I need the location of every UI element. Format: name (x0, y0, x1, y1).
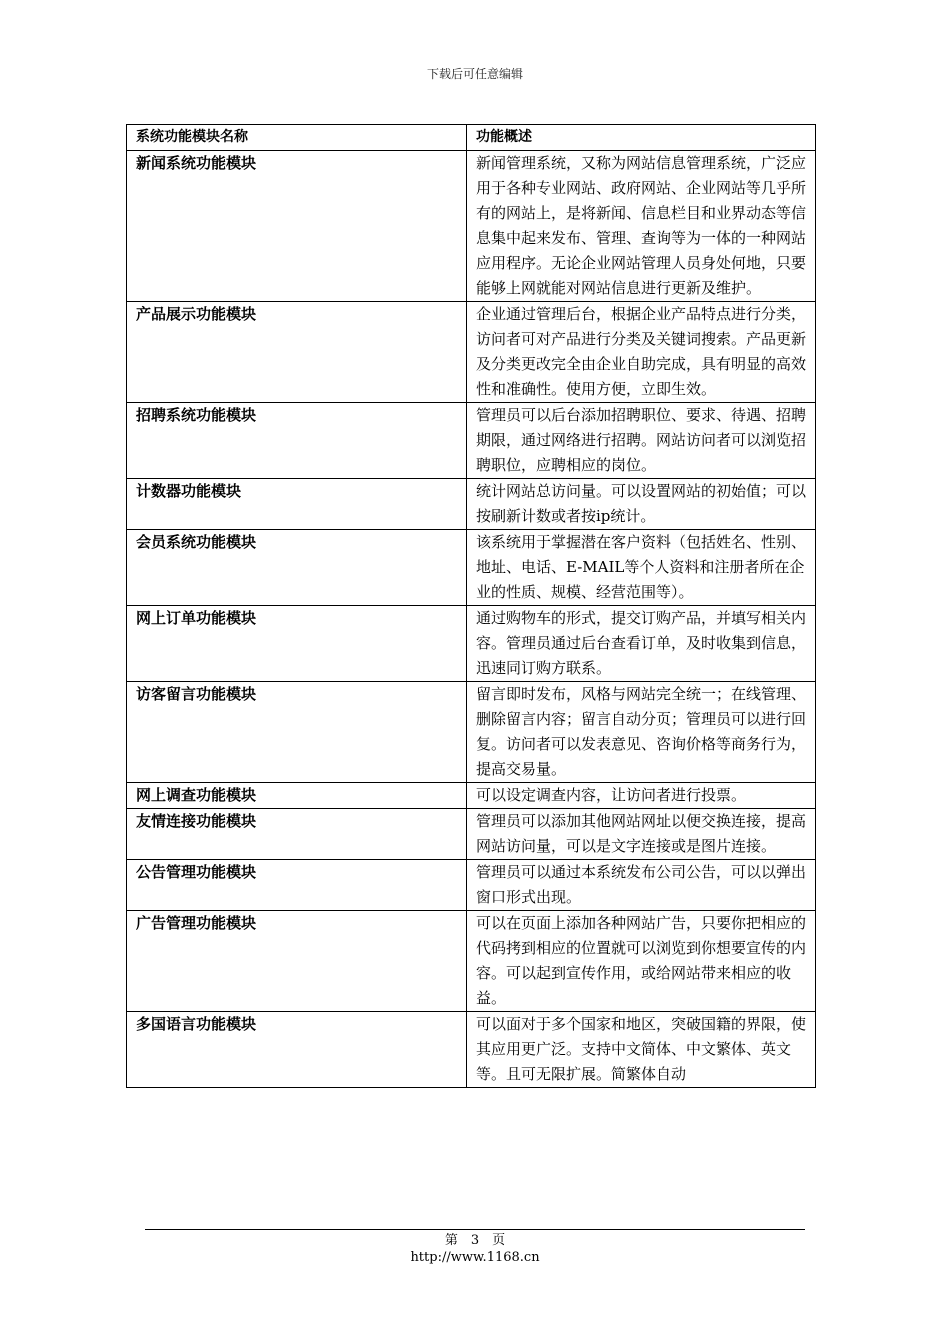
module-name: 新闻系统功能模块 (127, 151, 467, 302)
module-name: 多国语言功能模块 (127, 1012, 467, 1088)
table-row (127, 530, 816, 606)
module-description: 该系统用于掌握潜在客户资料（包括姓名、性别、地址、电话、E-MAIL等个人资料和注册者所在企业的性质、规模、经营范围等）。 (467, 530, 816, 606)
table-row (127, 783, 816, 809)
module-description: 管理员可以后台添加招聘职位、要求、待遇、招聘期限，通过网络进行招聘。网站访问者可以浏览招聘职位，应聘相应的岗位。 (467, 403, 816, 479)
module-name: 计数器功能模块 (127, 479, 467, 530)
module-name: 广告管理功能模块 (127, 911, 467, 1012)
module-description: 企业通过管理后台，根据企业产品特点进行分类，访问者可对产品进行分类及关键词搜索。产品更新及分类更改完全由企业自助完成，具有明显的高效性和准确性。使用方便，立即生效。 (467, 302, 816, 403)
table-row (127, 606, 816, 682)
column-header-description: 功能概述 (467, 125, 816, 151)
page-number: 第 3 页 (444, 1233, 506, 1248)
module-description: 留言即时发布，风格与网站完全统一；在线管理、删除留言内容；留言自动分页；管理员可以进行回复。访问者可以发表意见、咨询价格等商务行为，提高交易量。 (467, 682, 816, 783)
table-row (127, 809, 816, 860)
module-description: 新闻管理系统，又称为网站信息管理系统，广泛应用于各种专业网站、政府网站、企业网站等几乎所有的网站上，是将新闻、信息栏目和业界动态等信息集中起来发布、管理、查询等为一体的一种网站应用程序。无论企业网站管理人员身处何地，只要能够上网就能对网站信息进行更新及维护。 (467, 151, 816, 302)
module-name: 访客留言功能模块 (127, 682, 467, 783)
module-description: 可以面对于多个国家和地区，突破国籍的界限，使其应用更广泛。支持中文简体、中文繁体、英文等。且可无限扩展。简繁体自动 (467, 1012, 816, 1088)
page-header: 下载后可任意编辑 (426, 67, 523, 81)
footer-url: http://www.1168.cn (410, 1250, 540, 1265)
table-header-row (127, 125, 816, 151)
module-description: 可以设定调查内容，让访问者进行投票。 (467, 783, 816, 809)
module-name: 网上订单功能模块 (127, 606, 467, 682)
table-row (127, 302, 816, 403)
module-description: 通过购物车的形式，提交订购产品，并填写相关内容。管理员通过后台查看订单，及时收集到信息，迅速同订购方联系。 (467, 606, 816, 682)
table-row (127, 682, 816, 783)
module-name: 友情连接功能模块 (127, 809, 467, 860)
module-name: 产品展示功能模块 (127, 302, 467, 403)
module-description: 管理员可以添加其他网站网址以便交换连接，提高网站访问量，可以是文字连接或是图片连接。 (467, 809, 816, 860)
table-row (127, 911, 816, 1012)
footer-divider (145, 1229, 805, 1230)
module-name: 网上调查功能模块 (127, 783, 467, 809)
module-name: 会员系统功能模块 (127, 530, 467, 606)
table-row (127, 1012, 816, 1088)
table-row (127, 151, 816, 302)
module-description: 可以在页面上添加各种网站广告，只要你把相应的代码拷到相应的位置就可以浏览到你想要宣传的内容。可以起到宣传作用，或给网站带来相应的收益。 (467, 911, 816, 1012)
column-header-module-name: 系统功能模块名称 (127, 125, 467, 151)
table-row (127, 860, 816, 911)
module-name: 公告管理功能模块 (127, 860, 467, 911)
module-name: 招聘系统功能模块 (127, 403, 467, 479)
module-description: 管理员可以通过本系统发布公司公告，可以以弹出窗口形式出现。 (467, 860, 816, 911)
feature-table (126, 124, 816, 1088)
table-row (127, 403, 816, 479)
module-description: 统计网站总访问量。可以设置网站的初始值；可以按刷新计数或者按ip统计。 (467, 479, 816, 530)
table-row (127, 479, 816, 530)
